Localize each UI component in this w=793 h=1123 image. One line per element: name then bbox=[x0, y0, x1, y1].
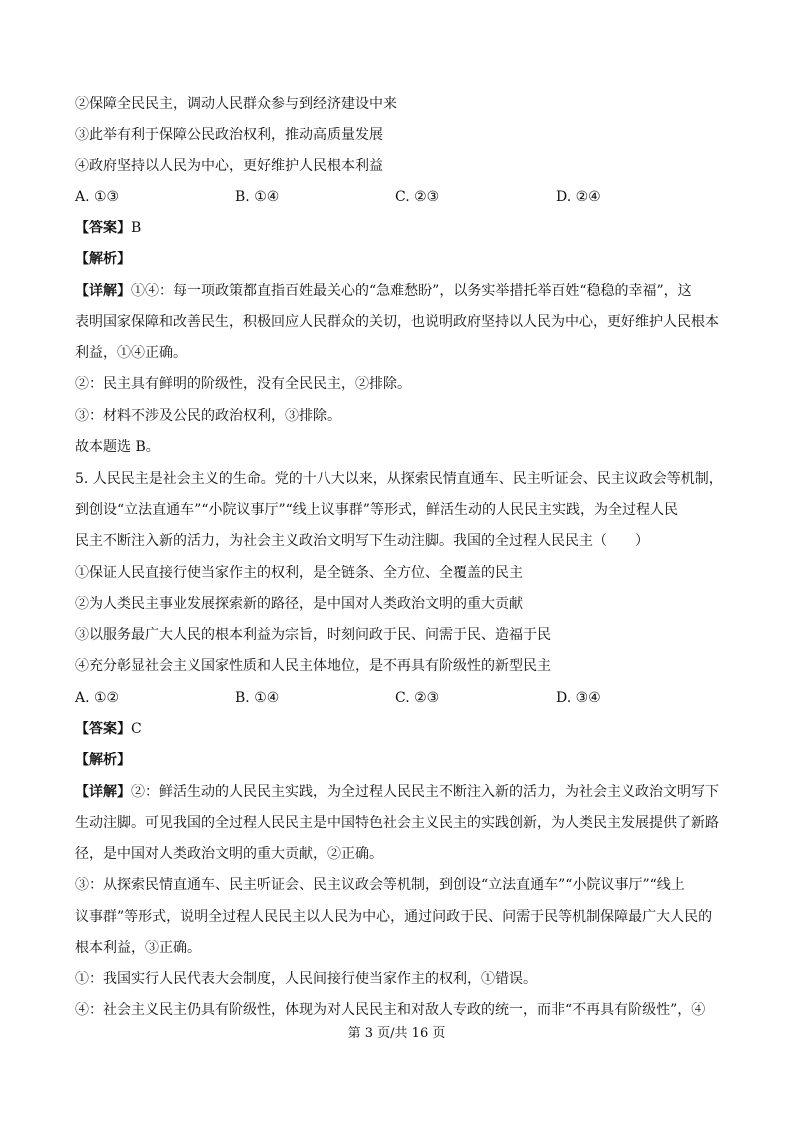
q4-detail-line: 利益，①④正确。 bbox=[75, 345, 187, 361]
q5-stem-line: 5. 人民民主是社会主义的生命。党的十八大以来，从探索民情直通车、民主听证会、民主议政会等机制， bbox=[75, 471, 723, 487]
page-number: 第 3 页/共 16 页 bbox=[347, 1026, 446, 1041]
q4-option-c: C. ②③ bbox=[395, 189, 440, 205]
q5-detail-line: ④：社会主义民主仍具有阶级性，体现为对人民民主和对敌人专政的统一，而非“不再具有阶级性”，④ bbox=[75, 1002, 706, 1018]
q4-detail-line: ②：民主具有鲜明的阶级性，没有全民民主，②排除。 bbox=[75, 376, 411, 392]
q5-detail-line bbox=[75, 784, 725, 800]
q5-statement-3: ③以服务最广大人民的根本利益为宗旨，时刻问政于民、问需于民、造福于民 bbox=[75, 627, 551, 643]
q4-conclusion: 故本题选 B。 bbox=[75, 439, 160, 455]
analysis-label: 【解析】 bbox=[75, 251, 131, 267]
analysis-label: 【解析】 bbox=[75, 752, 131, 768]
q4-option-b: B. ①④ bbox=[235, 189, 280, 205]
detail-text: ②：鲜活生动的人民民主实践，为全过程人民民主不断注入新的活力，为社会主义政治文明写下 bbox=[131, 784, 719, 800]
q5-detail-line: 议事群”等形式，说明全过程人民民主以人民为中心，通过问政于民、问需于民等机制保障最广大人民的 bbox=[75, 909, 713, 925]
q5-statement-1: ①保证人民直接行使当家作主的权利，是全链条、全方位、全覆盖的民主 bbox=[75, 565, 523, 581]
q4-detail-line: ③：材料不涉及公民的政治权利，③排除。 bbox=[75, 408, 341, 424]
q5-answer bbox=[75, 721, 725, 737]
q5-statement-4: ④充分彰显社会主义国家性质和人民主体地位，是不再具有阶级性的新型民主 bbox=[75, 658, 551, 674]
q4-statement-4: ④政府坚持以人民为中心，更好维护人民根本利益 bbox=[75, 158, 383, 174]
q5-option-c: C. ②③ bbox=[395, 690, 440, 706]
q4-option-d: D. ②④ bbox=[556, 189, 601, 205]
q5-detail-line: 径，是中国对人类政治文明的重大贡献，②正确。 bbox=[75, 846, 383, 862]
answer-value: C bbox=[131, 721, 142, 737]
answer-label: 【答案】 bbox=[75, 721, 131, 737]
q4-analysis-heading bbox=[75, 251, 725, 267]
q5-option-a: A. ①② bbox=[75, 690, 120, 706]
detail-text: ①④：每一项政策都直指百姓最关心的“急难愁盼”，以务实举措托举百姓“稳稳的幸福”，这 bbox=[131, 283, 692, 299]
q5-analysis-heading bbox=[75, 752, 725, 768]
detail-label: 【详解】 bbox=[75, 283, 131, 299]
answer-value: B bbox=[131, 220, 142, 236]
q5-detail-line: 生动注脚。可见我国的全过程人民民主是中国特色社会主义民主的实践创新，为人类民主发展提供了新路 bbox=[75, 815, 719, 831]
q4-detail-line bbox=[75, 283, 725, 299]
q4-answer bbox=[75, 220, 725, 236]
q5-option-d: D. ③④ bbox=[556, 690, 601, 706]
q4-statement-2: ②保障全民民主，调动人民群众参与到经济建设中来 bbox=[75, 96, 397, 112]
detail-label: 【详解】 bbox=[75, 784, 131, 800]
q4-option-a: A. ①③ bbox=[75, 189, 120, 205]
q5-stem-line: 民主不断注入新的活力，为社会主义政治文明写下生动注脚。我国的全过程人民民主（ ） bbox=[75, 533, 649, 549]
q5-detail-line: 根本利益，③正确。 bbox=[75, 940, 201, 956]
q4-detail-line: 表明国家保障和改善民生，积极回应人民群众的关切，也说明政府坚持以人民为中心，更好维护人民根本 bbox=[75, 314, 719, 330]
q5-detail-line: ①：我国实行人民代表大会制度，人民间接行使当家作主的权利，①错误。 bbox=[75, 971, 537, 987]
answer-label: 【答案】 bbox=[75, 220, 131, 236]
q5-statement-2: ②为人类民主事业发展探索新的路径，是中国对人类政治文明的重大贡献 bbox=[75, 596, 523, 612]
q4-statement-3: ③此举有利于保障公民政治权利，推动高质量发展 bbox=[75, 127, 383, 143]
q5-detail-line: ③：从探索民情直通车、民主听证会、民主议政会等机制，到创设“立法直通车”“小院议事厅”“线上 bbox=[75, 877, 685, 893]
q5-stem-line: 到创设“立法直通车”“小院议事厅”“线上议事群”等形式，鲜活生动的人民民主实践，为全过程人民 bbox=[75, 502, 678, 518]
q5-option-b: B. ①④ bbox=[235, 690, 280, 706]
